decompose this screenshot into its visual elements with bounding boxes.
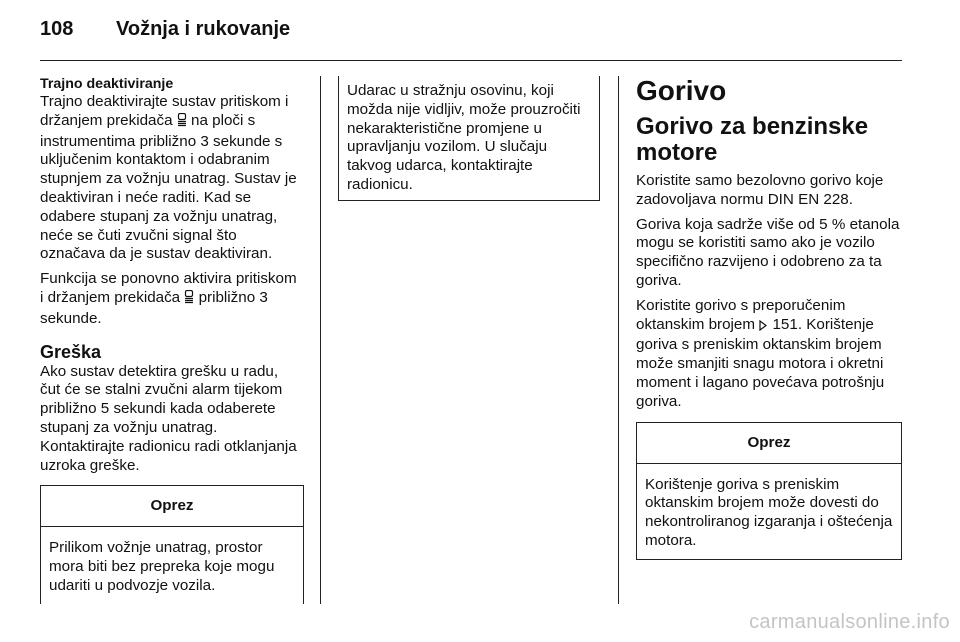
paragraph-text: . Korištenje goriva s preniskim oktanskim brojem može smanjiti snagu motora i okretni moment i lagano povećava potrošnju goriva. xyxy=(636,315,885,410)
heading-fuel: Gorivo xyxy=(636,75,727,106)
watermark-logo: carmanualsonline.info xyxy=(749,611,950,633)
subheading-permanent-deactivation: Trajno deaktiviranje xyxy=(40,76,174,92)
heading-error: Greška xyxy=(40,341,102,362)
caution-box-continued xyxy=(338,76,600,201)
column-divider xyxy=(618,76,619,604)
page-reference-icon xyxy=(759,318,768,337)
page-reference-link[interactable]: 151 xyxy=(772,315,798,333)
paragraph-text: približno 3 sekunde. xyxy=(40,288,268,327)
paragraph-ethanol: Goriva koja sadrže više od 5 % etanola mogu se koristiti samo ako je vozilo specifično razvijeno i odobreno za ta goriva. xyxy=(636,215,900,289)
parking-sensor-icon xyxy=(177,113,187,133)
subheading-petrol-fuel: Gorivo za benzinske motore xyxy=(636,113,869,166)
paragraph-octane xyxy=(636,297,902,412)
caution-text: Udarac u stražnju osovinu, koji možda nije vidljiv, može prouzročiti nekarakteristične promjene u upravljanju vozilom. U slučaju takvog udarca, kontaktirajte radionicu. xyxy=(347,82,581,193)
paragraph-text: Koristite gorivo s preporučenim oktanskim brojem xyxy=(636,296,846,333)
column-1 xyxy=(40,76,302,604)
page-header xyxy=(40,18,290,41)
paragraph-fuel-norm: Koristite samo bezolovno gorivo koje zadovoljava normu DIN EN 228. xyxy=(636,172,884,208)
page-number: 108 xyxy=(40,18,74,40)
caution-text: Korištenje goriva s preniskim oktanskim brojem može dovesti do nekontroliranog izgaranja i oštećenja motora. xyxy=(645,475,893,549)
chapter-title: Vožnja i rukovanje xyxy=(116,18,291,40)
paragraph-text: Funkcija se ponovno aktivira pritiskom i držanjem prekidača xyxy=(40,270,297,306)
column-3 xyxy=(636,76,902,560)
caution-title: Oprez xyxy=(637,423,901,464)
caution-box xyxy=(40,485,304,603)
column-divider xyxy=(320,76,321,604)
caution-title: Oprez xyxy=(41,486,303,527)
caution-text: Prilikom vožnje unatrag, prostor mora biti bez prepreka koje mogu udariti u podvozje vozila. xyxy=(49,539,275,594)
paragraph-permanent-deactivation xyxy=(40,93,302,264)
caution-box xyxy=(636,422,902,560)
paragraph-reactivation xyxy=(40,270,302,328)
paragraph-text: na ploči s instrumentima približno 3 sekunde s uključenim kontaktom i odabranim stupnjem za vožnju unatrag. Sustav je deaktiviran i neće raditi. Kad se odabere stupanj za vožnju unatrag, neće se čuti zvučni signal što označava da je sustav deaktiviran. xyxy=(40,111,297,263)
parking-sensor-icon xyxy=(184,290,194,310)
paragraph-error: Ako sustav detektira grešku u radu, čut će se stalni zvučni alarm tijekom približno 5 sekundi kada odaberete stupanj za vožnju unatrag. Kontaktirajte radionicu radi otklanjanja uzroka greške. xyxy=(40,362,297,474)
column-2 xyxy=(338,76,600,201)
header-divider xyxy=(40,60,902,61)
paragraph-text: Trajno deaktivirajte sustav pritiskom i držanjem prekidača xyxy=(40,93,289,129)
